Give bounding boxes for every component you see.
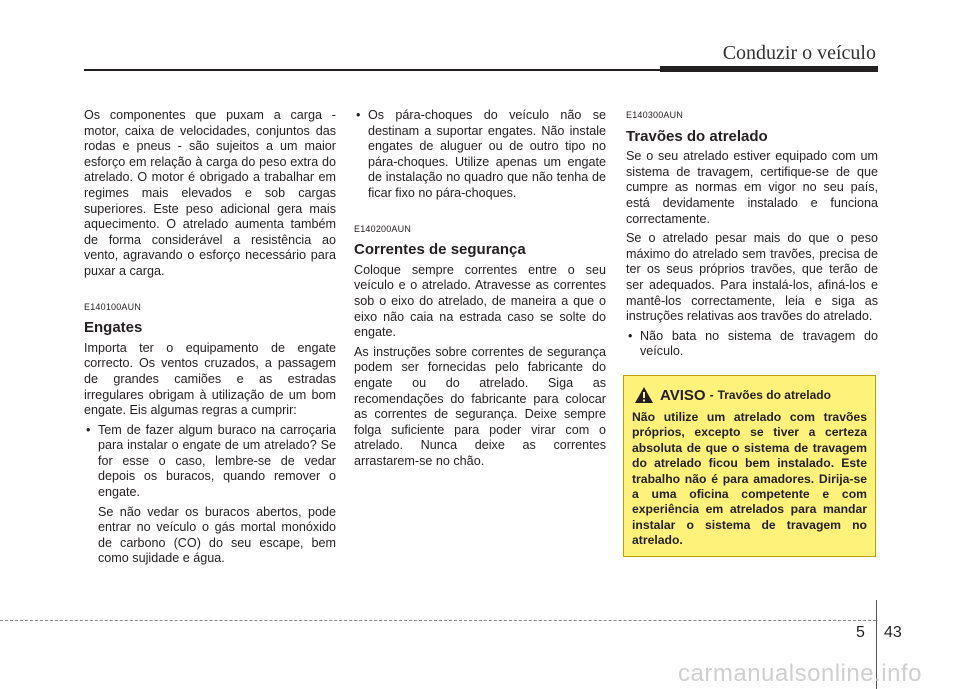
list-item [626,329,878,360]
column-2 [354,108,606,473]
bullet-list [626,329,878,360]
paragraph: Importa ter o equipamento de engate correcto. Os ventos cruzados, a passagem de grandes camiões e as estradas irregulares obrigam à utilização de um bom engate. Eis algumas regras a cumprir: [84,340,336,418]
section-code: E140300AUN [626,110,684,120]
paragraph: Coloque sempre correntes entre o seu veículo e o atrelado. Atravesse as correntes sob o eixo do atrelado, de maneira a que o eixo não caia na estrada caso se solte do engate. [354,262,606,340]
paragraph: As instruções sobre correntes de segurança podem ser fornecidas pelo fabricante do engate ou do atrelado. Siga as recomendações do fabricante para colocar as correntes de segurança. Deixe sempre folga suficiente para poder virar com o atrelado. Nunca deixe as correntes arrastarem-se no chão. [354,344,606,468]
section-code: E140100AUN [84,301,142,312]
watermark: carmanualsonline.info [678,660,922,687]
warning-header [634,386,867,404]
list-item-text: Os pára-choques do veículo não se destinam a suportar engates. Não instale engates de aluguer ou de outro tipo no pára-choques. Utilize apenas um engate de instalação no quadro que não tenha de ficar fixo no pára-choques. [368,108,606,200]
warning-triangle-icon [634,386,654,404]
warning-dash: - [709,388,714,402]
warning-box [623,375,876,557]
warning-label: AVISO [660,386,706,404]
section-title: Conduzir o veículo [722,42,876,64]
section-heading: Engates [84,319,143,337]
list-item [354,108,606,202]
section-heading: Correntes de segurança [354,241,526,259]
header-bar [660,66,878,72]
section-code: E140200AUN [354,223,412,234]
list-item [84,423,336,501]
list-item-text: Não bata no sistema de travagem do veículo. [640,328,878,359]
paragraph: Se o seu atrelado estiver equipado com um sistema de travagem, certifique-se de que cumpre as normas em vigor no seu país, está devidamente instalado e funciona correctamente. [626,149,878,226]
bullet-list [84,423,336,501]
bullet-list [354,108,606,202]
footer-rule [0,620,876,621]
list-item-text: Tem de fazer algum buraco na carroçaria para instalar o engate de um atrelado? Se for esse o caso, lembre-se de vedar depois os buracos, quando remover o engate. [98,422,336,500]
intro-paragraph: Os componentes que puxam a carga - motor, caixa de velocidades, conjuntos das rodas e pneus - são sujeitos a um maior esforço em relação à carga do peso extra do atrelado. O motor é obrigado a trabalhar em regimes mais elevados e sob cargas superiores. Este peso adicional gera mais aquecimento. O atrelado aumenta também de forma considerável a resistência ao vento, agravando o esforço necessário para puxar a carga. [84,108,336,278]
section-heading: Travões do atrelado [626,127,768,145]
warning-subtitle: Travões do atrelado [717,388,831,402]
page-number: 43 [884,624,902,641]
paragraph: Se o atrelado pesar mais do que o peso máximo do atrelado sem travões, precisa de ter os seus próprios travões, que terão de ser adequados. Para instalá-los, afiná-los e mantê-los correctamente, leia e siga as instruções relativas aos travões do atrelado. [626,231,878,324]
chapter-number: 5 [856,624,865,641]
column-3 [626,108,878,364]
column-1 [84,108,336,571]
warning-body: Não utilize um atrelado com travões próprios, excepto se tiver a certeza absoluta de que o sistema de travagem do atrelado ficou bem instalado. Este trabalho não é para amadores. Dirija-se a uma oficina competente e com experiência em atrelados para mandar instalar o sistema de travagem no atrelado. [632,410,867,548]
list-item-continuation: Se não vedar os buracos abertos, pode entrar no veículo o gás mortal monóxido de carbono (CO) do seu escape, bem como sujidade e água. [98,504,336,566]
